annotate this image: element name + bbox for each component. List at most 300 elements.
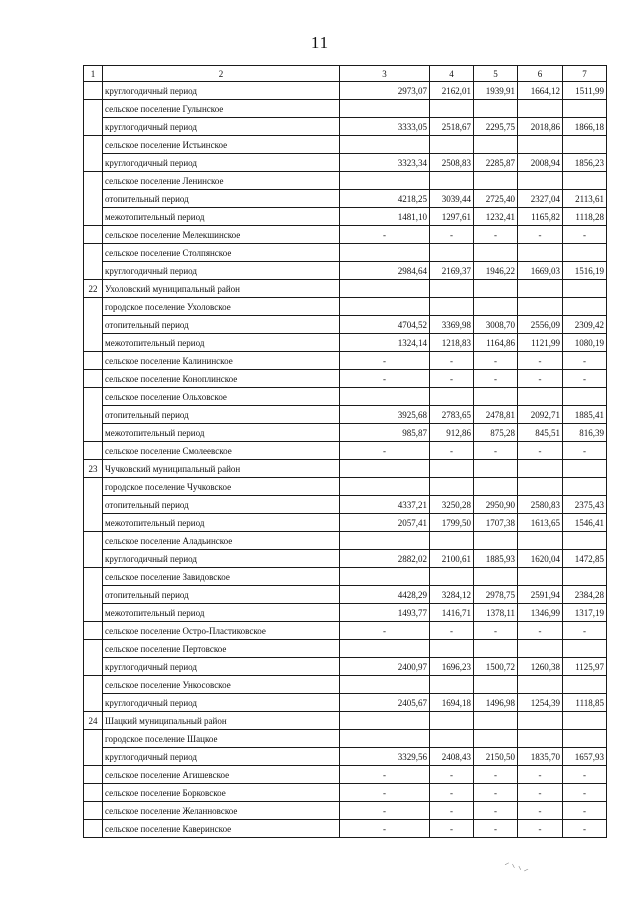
- value-cell: [430, 136, 474, 154]
- value-cell: -: [430, 370, 474, 388]
- value-cell: -: [474, 226, 518, 244]
- value-cell: 1669,03: [518, 262, 563, 280]
- row-label: Чучковский муниципальный район: [103, 460, 340, 478]
- row-number: [84, 172, 103, 226]
- row-number: [84, 532, 103, 568]
- value-cell: 1121,99: [518, 334, 563, 352]
- row-label: межотопительный период: [103, 514, 340, 532]
- table-row: [84, 118, 607, 136]
- row-label: круглогодичный период: [103, 748, 340, 766]
- row-label: круглогодичный период: [103, 658, 340, 676]
- value-cell: -: [518, 370, 563, 388]
- value-cell: 2408,43: [430, 748, 474, 766]
- table-row: [84, 550, 607, 568]
- value-cell: [563, 298, 607, 316]
- value-cell: -: [518, 226, 563, 244]
- value-cell: 3284,12: [430, 586, 474, 604]
- value-cell: [430, 280, 474, 298]
- value-cell: [563, 730, 607, 748]
- value-cell: [518, 244, 563, 262]
- value-cell: [340, 568, 430, 586]
- value-cell: 2100,61: [430, 550, 474, 568]
- value-cell: 2580,83: [518, 496, 563, 514]
- row-label: городское поселение Шацкое: [103, 730, 340, 748]
- row-number: [84, 802, 103, 820]
- value-cell: [518, 568, 563, 586]
- value-cell: [430, 244, 474, 262]
- value-cell: 1164,86: [474, 334, 518, 352]
- value-cell: [340, 100, 430, 118]
- value-cell: 2162,01: [430, 82, 474, 100]
- value-cell: 2375,43: [563, 496, 607, 514]
- row-label: сельское поселение Борковское: [103, 784, 340, 802]
- value-cell: [518, 298, 563, 316]
- value-cell: -: [563, 766, 607, 784]
- header-row: [84, 66, 607, 82]
- value-cell: 2057,41: [340, 514, 430, 532]
- table-body: [84, 66, 607, 838]
- value-cell: 1493,77: [340, 604, 430, 622]
- value-cell: 2295,75: [474, 118, 518, 136]
- value-cell: 2725,40: [474, 190, 518, 208]
- value-cell: -: [518, 622, 563, 640]
- value-cell: -: [563, 442, 607, 460]
- table-row: [84, 388, 607, 406]
- value-cell: 1080,19: [563, 334, 607, 352]
- value-cell: 1378,11: [474, 604, 518, 622]
- value-cell: [430, 712, 474, 730]
- row-label: межотопительный период: [103, 334, 340, 352]
- value-cell: -: [518, 766, 563, 784]
- value-cell: -: [474, 766, 518, 784]
- value-cell: [474, 568, 518, 586]
- value-cell: [474, 478, 518, 496]
- value-cell: 1657,93: [563, 748, 607, 766]
- value-cell: -: [340, 226, 430, 244]
- value-cell: 2405,67: [340, 694, 430, 712]
- row-label: круглогодичный период: [103, 694, 340, 712]
- value-cell: 1835,70: [518, 748, 563, 766]
- table-row: [84, 514, 607, 532]
- row-number: [84, 730, 103, 766]
- column-header: 4: [430, 66, 474, 82]
- value-cell: -: [430, 442, 474, 460]
- value-cell: 4704,52: [340, 316, 430, 334]
- value-cell: -: [430, 784, 474, 802]
- value-cell: [340, 388, 430, 406]
- table-row: [84, 712, 607, 730]
- value-cell: 816,39: [563, 424, 607, 442]
- row-label: сельское поселение Ункосовское: [103, 676, 340, 694]
- value-cell: [340, 298, 430, 316]
- table-row: [84, 172, 607, 190]
- value-cell: 4428,29: [340, 586, 430, 604]
- row-number: [84, 640, 103, 676]
- value-cell: -: [563, 622, 607, 640]
- value-cell: -: [340, 784, 430, 802]
- value-cell: 2591,94: [518, 586, 563, 604]
- value-cell: [340, 640, 430, 658]
- value-cell: [430, 388, 474, 406]
- value-cell: 2384,28: [563, 586, 607, 604]
- value-cell: -: [474, 622, 518, 640]
- value-cell: 4337,21: [340, 496, 430, 514]
- value-cell: -: [340, 622, 430, 640]
- table-row: [84, 568, 607, 586]
- row-number: [84, 388, 103, 442]
- value-cell: 1481,10: [340, 208, 430, 226]
- value-cell: 1260,38: [518, 658, 563, 676]
- value-cell: 1939,91: [474, 82, 518, 100]
- value-cell: [340, 244, 430, 262]
- row-number: [84, 478, 103, 532]
- row-number: [84, 820, 103, 838]
- value-cell: 1496,98: [474, 694, 518, 712]
- value-cell: 1500,72: [474, 658, 518, 676]
- value-cell: 1317,19: [563, 604, 607, 622]
- value-cell: [430, 478, 474, 496]
- table-row: [84, 604, 607, 622]
- row-label: отопительный период: [103, 190, 340, 208]
- value-cell: 1165,82: [518, 208, 563, 226]
- value-cell: -: [474, 802, 518, 820]
- value-cell: 1472,85: [563, 550, 607, 568]
- value-cell: 1856,23: [563, 154, 607, 172]
- row-label: сельское поселение Каверинское: [103, 820, 340, 838]
- value-cell: 2783,65: [430, 406, 474, 424]
- value-cell: 1218,83: [430, 334, 474, 352]
- table-row: [84, 676, 607, 694]
- value-cell: 3333,05: [340, 118, 430, 136]
- table-row: [84, 478, 607, 496]
- value-cell: 3329,56: [340, 748, 430, 766]
- value-cell: -: [430, 226, 474, 244]
- value-cell: 875,28: [474, 424, 518, 442]
- value-cell: 1885,93: [474, 550, 518, 568]
- value-cell: 1799,50: [430, 514, 474, 532]
- value-cell: [474, 388, 518, 406]
- row-label: сельское поселение Мелекшинское: [103, 226, 340, 244]
- value-cell: -: [563, 784, 607, 802]
- table-row: [84, 640, 607, 658]
- value-cell: [563, 568, 607, 586]
- value-cell: [518, 388, 563, 406]
- value-cell: [474, 730, 518, 748]
- value-cell: -: [340, 370, 430, 388]
- value-cell: [518, 280, 563, 298]
- value-cell: -: [474, 352, 518, 370]
- value-cell: 4218,25: [340, 190, 430, 208]
- table-row: [84, 154, 607, 172]
- value-cell: -: [518, 352, 563, 370]
- value-cell: 2169,37: [430, 262, 474, 280]
- value-cell: [474, 100, 518, 118]
- value-cell: [518, 712, 563, 730]
- value-cell: -: [563, 226, 607, 244]
- value-cell: -: [340, 802, 430, 820]
- value-cell: 2285,87: [474, 154, 518, 172]
- row-label: городское поселение Чучковское: [103, 478, 340, 496]
- value-cell: 2978,75: [474, 586, 518, 604]
- value-cell: [474, 712, 518, 730]
- value-cell: 1346,99: [518, 604, 563, 622]
- value-cell: 1416,71: [430, 604, 474, 622]
- value-cell: -: [474, 820, 518, 838]
- row-label: сельское поселение Аладьинское: [103, 532, 340, 550]
- value-cell: -: [518, 442, 563, 460]
- table-row: [84, 226, 607, 244]
- value-cell: [563, 532, 607, 550]
- value-cell: [474, 280, 518, 298]
- row-label: сельское поселение Столпянское: [103, 244, 340, 262]
- row-number: [84, 766, 103, 784]
- value-cell: [518, 136, 563, 154]
- value-cell: -: [430, 352, 474, 370]
- table-row: [84, 244, 607, 262]
- table-row: [84, 694, 607, 712]
- table-row: [84, 766, 607, 784]
- value-cell: -: [563, 820, 607, 838]
- table-row: [84, 442, 607, 460]
- value-cell: [518, 100, 563, 118]
- value-cell: 2400,97: [340, 658, 430, 676]
- value-cell: 2984,64: [340, 262, 430, 280]
- value-cell: 2950,90: [474, 496, 518, 514]
- value-cell: [474, 244, 518, 262]
- value-cell: [474, 136, 518, 154]
- row-label: сельское поселение Завидовское: [103, 568, 340, 586]
- row-number: [84, 100, 103, 136]
- value-cell: 1613,65: [518, 514, 563, 532]
- value-cell: 1664,12: [518, 82, 563, 100]
- row-number: [84, 676, 103, 712]
- value-cell: 2556,09: [518, 316, 563, 334]
- row-number: [84, 370, 103, 388]
- value-cell: [474, 298, 518, 316]
- row-label: круглогодичный период: [103, 154, 340, 172]
- row-label: сельское поселение Смолеевское: [103, 442, 340, 460]
- row-label: отопительный период: [103, 316, 340, 334]
- value-cell: [563, 136, 607, 154]
- table-row: [84, 406, 607, 424]
- value-cell: -: [563, 802, 607, 820]
- table-row: [84, 784, 607, 802]
- row-number: [84, 298, 103, 352]
- value-cell: 2113,61: [563, 190, 607, 208]
- value-cell: 1866,18: [563, 118, 607, 136]
- row-label: сельское поселение Ленинское: [103, 172, 340, 190]
- table-row: [84, 460, 607, 478]
- page-number: 11: [310, 33, 330, 52]
- column-header: 3: [340, 66, 430, 82]
- value-cell: [518, 172, 563, 190]
- value-cell: [340, 532, 430, 550]
- row-number: 22: [84, 280, 103, 298]
- value-cell: [563, 478, 607, 496]
- value-cell: 1885,41: [563, 406, 607, 424]
- value-cell: -: [430, 766, 474, 784]
- value-cell: 2882,02: [340, 550, 430, 568]
- value-cell: -: [518, 820, 563, 838]
- value-cell: 3925,68: [340, 406, 430, 424]
- table-row: [84, 424, 607, 442]
- value-cell: 1546,41: [563, 514, 607, 532]
- value-cell: [563, 280, 607, 298]
- table-row: [84, 532, 607, 550]
- value-cell: [518, 460, 563, 478]
- row-label: Шацкий муниципальный район: [103, 712, 340, 730]
- value-cell: -: [340, 352, 430, 370]
- table-row: [84, 730, 607, 748]
- row-label: сельское поселение Остро-Пластиковское: [103, 622, 340, 640]
- table-row: [84, 496, 607, 514]
- row-label: сельское поселение Пертовское: [103, 640, 340, 658]
- table-row: [84, 100, 607, 118]
- value-cell: 912,86: [430, 424, 474, 442]
- value-cell: 3039,44: [430, 190, 474, 208]
- value-cell: 1511,99: [563, 82, 607, 100]
- row-number: [84, 568, 103, 622]
- value-cell: [518, 676, 563, 694]
- column-header: 2: [103, 66, 340, 82]
- value-cell: [518, 478, 563, 496]
- value-cell: [340, 280, 430, 298]
- table-row: [84, 82, 607, 100]
- row-label: отопительный период: [103, 496, 340, 514]
- value-cell: 3008,70: [474, 316, 518, 334]
- value-cell: [563, 100, 607, 118]
- value-cell: [430, 640, 474, 658]
- value-cell: [340, 460, 430, 478]
- value-cell: [518, 532, 563, 550]
- column-header: 5: [474, 66, 518, 82]
- value-cell: 3323,34: [340, 154, 430, 172]
- row-number: [84, 226, 103, 244]
- value-cell: -: [518, 802, 563, 820]
- value-cell: [518, 730, 563, 748]
- row-label: отопительный период: [103, 586, 340, 604]
- value-cell: [430, 460, 474, 478]
- table-row: [84, 586, 607, 604]
- value-cell: [474, 172, 518, 190]
- row-number: [84, 622, 103, 640]
- scan-artifact: ⸝ ⸜ ⸜ ⸝: [503, 856, 531, 874]
- value-cell: -: [430, 802, 474, 820]
- row-number: [84, 82, 103, 100]
- value-cell: 1125,97: [563, 658, 607, 676]
- row-label: межотопительный период: [103, 208, 340, 226]
- value-cell: [563, 460, 607, 478]
- value-cell: 1946,22: [474, 262, 518, 280]
- value-cell: 845,51: [518, 424, 563, 442]
- value-cell: -: [474, 370, 518, 388]
- value-cell: [563, 244, 607, 262]
- value-cell: 1297,61: [430, 208, 474, 226]
- value-cell: -: [474, 442, 518, 460]
- value-cell: [340, 172, 430, 190]
- value-cell: [340, 136, 430, 154]
- row-label: сельское поселение Калининское: [103, 352, 340, 370]
- value-cell: -: [430, 820, 474, 838]
- row-label: круглогодичный период: [103, 550, 340, 568]
- row-number: [84, 442, 103, 460]
- value-cell: [430, 532, 474, 550]
- value-cell: 1516,19: [563, 262, 607, 280]
- table-row: [84, 370, 607, 388]
- value-cell: 1254,39: [518, 694, 563, 712]
- column-header: 1: [84, 66, 103, 82]
- table-row: [84, 316, 607, 334]
- value-cell: [474, 460, 518, 478]
- value-cell: [563, 640, 607, 658]
- value-cell: 985,87: [340, 424, 430, 442]
- row-label: сельское поселение Коноплинское: [103, 370, 340, 388]
- value-cell: [340, 730, 430, 748]
- value-cell: 2092,71: [518, 406, 563, 424]
- value-cell: -: [430, 622, 474, 640]
- value-cell: [518, 640, 563, 658]
- value-cell: -: [340, 820, 430, 838]
- value-cell: [563, 388, 607, 406]
- value-cell: [340, 478, 430, 496]
- row-label: межотопительный период: [103, 604, 340, 622]
- row-number: [84, 352, 103, 370]
- value-cell: 2327,04: [518, 190, 563, 208]
- value-cell: 1324,14: [340, 334, 430, 352]
- row-number: 24: [84, 712, 103, 730]
- value-cell: 2008,94: [518, 154, 563, 172]
- table-row: [84, 820, 607, 838]
- value-cell: [474, 640, 518, 658]
- table-row: [84, 298, 607, 316]
- value-cell: -: [340, 442, 430, 460]
- value-cell: [430, 568, 474, 586]
- value-cell: [430, 676, 474, 694]
- column-header: 7: [563, 66, 607, 82]
- value-cell: [340, 712, 430, 730]
- table-row: [84, 334, 607, 352]
- value-cell: 1118,85: [563, 694, 607, 712]
- row-number: [84, 784, 103, 802]
- row-label: круглогодичный период: [103, 82, 340, 100]
- row-label: сельское поселение Ольховское: [103, 388, 340, 406]
- value-cell: 2518,67: [430, 118, 474, 136]
- value-cell: -: [563, 352, 607, 370]
- value-cell: 2150,50: [474, 748, 518, 766]
- table-row: [84, 136, 607, 154]
- row-label: круглогодичный период: [103, 262, 340, 280]
- value-cell: [430, 100, 474, 118]
- row-label: межотопительный период: [103, 424, 340, 442]
- value-cell: [563, 172, 607, 190]
- row-number: 23: [84, 460, 103, 478]
- value-cell: 2018,86: [518, 118, 563, 136]
- table-row: [84, 262, 607, 280]
- row-label: отопительный период: [103, 406, 340, 424]
- table-row: [84, 748, 607, 766]
- row-number: [84, 136, 103, 172]
- value-cell: -: [340, 766, 430, 784]
- value-cell: [563, 712, 607, 730]
- value-cell: 1694,18: [430, 694, 474, 712]
- value-cell: [430, 730, 474, 748]
- value-cell: 1620,04: [518, 550, 563, 568]
- table-row: [84, 352, 607, 370]
- value-cell: -: [518, 784, 563, 802]
- row-label: сельское поселение Гулынское: [103, 100, 340, 118]
- table-row: [84, 658, 607, 676]
- value-cell: 2309,42: [563, 316, 607, 334]
